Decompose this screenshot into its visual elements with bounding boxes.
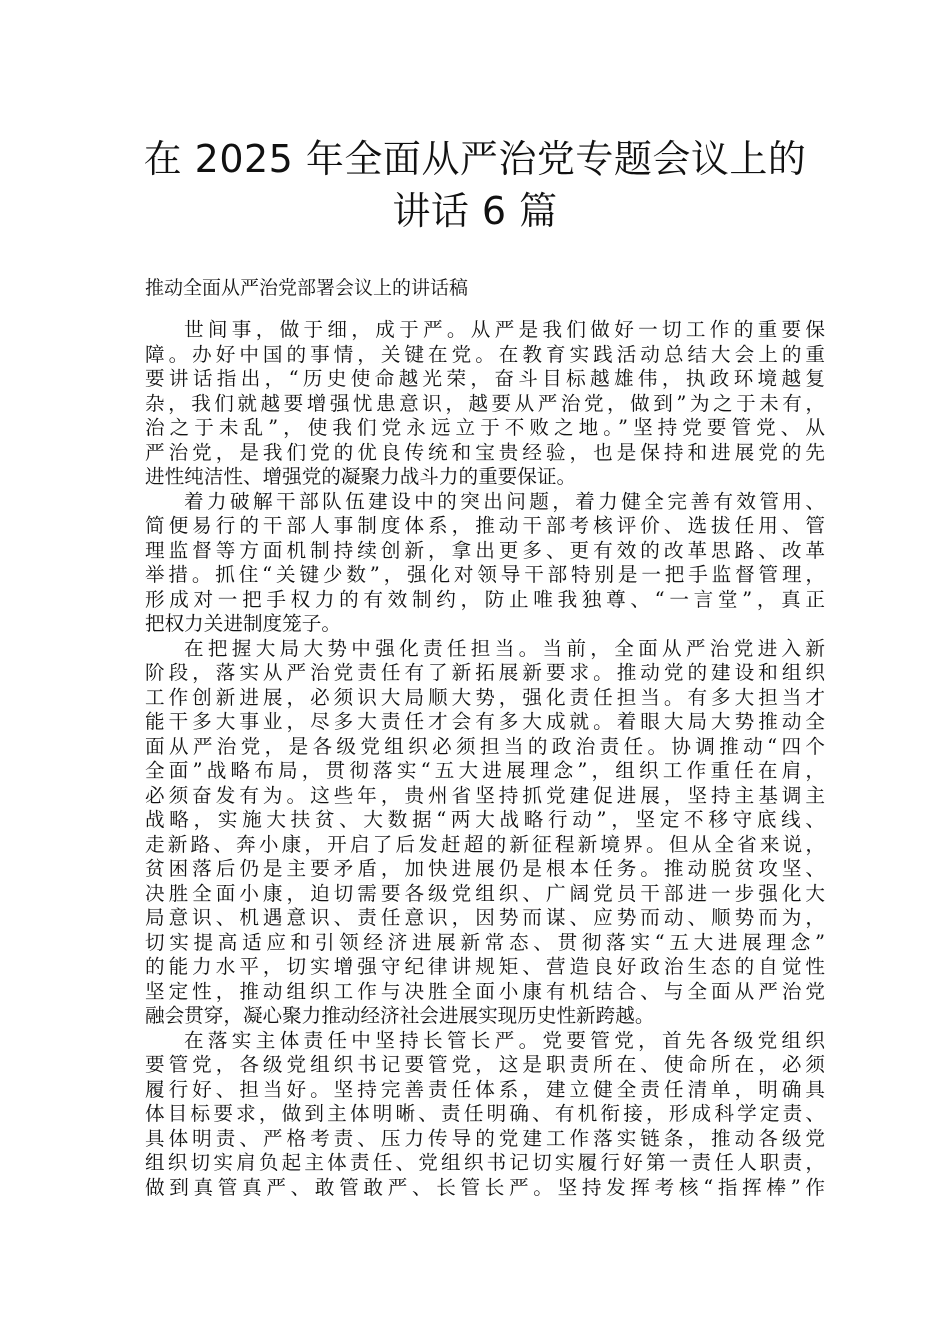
paragraph-line: 切实提高适应和引领经济进展新常态、贯彻落实“五大进展理念” [145, 930, 825, 954]
body-paragraph [145, 318, 825, 490]
paragraph-line: 局意识、机遇意识、责任意识，因势而谋、应势而动、顺势而为， [145, 906, 825, 929]
body-paragraph [145, 490, 825, 637]
paragraph-line: 履行好、担当好。坚持完善责任体系，建立健全责任清单，明确具 [145, 1077, 825, 1101]
document-title-line-1: 在 2025 年全面从严治党专题会议上的 [143, 137, 807, 181]
paragraph-line: 把权力关进制度笼子。 [145, 612, 341, 635]
paragraph-line: 面从严治党，是各级党组织必须担当的政治责任。协调推动“四个 [145, 734, 825, 758]
paragraph-line: 坚定性，推动组织工作与决胜全面小康有机结合、与全面从严治党 [145, 979, 825, 1003]
paragraph-line: 融会贯穿，凝心聚力推动经济社会进展实现历史性新跨越。 [145, 1004, 655, 1027]
paragraph-line: 要管党，各级党组织书记要管党，这是职责所在、使命所在，必须 [145, 1053, 825, 1076]
paragraph-line: 决胜全面小康，迫切需要各级党组织、广阔党员干部进一步强化大 [145, 881, 825, 905]
paragraph-line: 全面”战略布局，贯彻落实“五大进展理念”，组织工作重任在肩， [145, 759, 825, 782]
paragraph-line: 能干多大事业，尽多大责任才会有多大成就。着眼大局大势推动全 [145, 710, 825, 733]
paragraph-line: 世间事，做于细，成于严。从严是我们做好一切工作的重要保 [184, 318, 825, 341]
paragraph-line: 严治党，是我们党的优良传统和宝贵经验，也是保持和进展党的先 [145, 440, 825, 464]
paragraph-line: 做到真管真严、敢管敢严、长管长严。坚持发挥考核“指挥棒”作 [145, 1175, 825, 1199]
paragraph-line: 贫困落后仍是主要矛盾，加快进展仍是根本任务。推动脱贫攻坚、 [145, 857, 825, 880]
paragraph-line: 理监督等方面机制持续创新，拿出更多、更有效的改革思路、改革 [145, 538, 825, 562]
paragraph-line: 的能力水平，切实增强守纪律讲规矩、营造良好政治生态的自觉性 [145, 955, 825, 978]
paragraph-line: 简便易行的干部人事制度体系，推动干部考核评价、选拔任用、管 [145, 514, 825, 537]
paragraph-line: 在把握大局大势中强化责任担当。当前，全面从严治党进入新 [184, 636, 825, 660]
paragraph-line: 组织切实肩负起主体责任、党组织书记切实履行好第一责任人职责， [145, 1151, 825, 1174]
paragraph-line: 障。办好中国的事情，关键在党。在教育实践活动总结大会上的重 [145, 342, 825, 366]
paragraph-line: 治之于未乱”，使我们党永远立于不败之地。”坚持党要管党、从 [145, 416, 825, 439]
paragraph-line: 工作创新进展，必须识大局顺大势，强化责任担当。有多大担当才 [145, 685, 825, 709]
document-subtitle: 推动全面从严治党部署会议上的讲话稿 [145, 277, 469, 299]
paragraph-line: 着力破解干部队伍建设中的突出问题，着力健全完善有效管用、 [184, 489, 825, 513]
paragraph-line: 杂，我们就越要增强忧患意识，越要从严治党，做到”为之于未有， [145, 391, 825, 415]
paragraph-line: 体目标要求，做到主体明晰、责任明确、有机衔接，形成科学定责、 [145, 1102, 825, 1125]
body-paragraph [145, 1029, 825, 1201]
paragraph-line: 战略，实施大扶贫、大数据“两大战略行动”，坚定不移守底线、 [145, 808, 825, 831]
body-paragraph [145, 637, 825, 1029]
document-body [145, 318, 825, 1200]
paragraph-line: 形成对一把手权力的有效制约，防止唯我独尊、“一言堂”，真正 [145, 587, 825, 611]
paragraph-line: 要讲话指出，“历史使命越光荣，奋斗目标越雄伟，执政环境越复 [145, 367, 825, 390]
paragraph-line: 具体明责、严格考责、压力传导的党建工作落实链条，推动各级党 [145, 1126, 825, 1150]
document-title-line-2: 讲话 6 篇 [392, 189, 558, 233]
paragraph-line: 进性纯洁性、增强党的凝聚力战斗力的重要保证。 [145, 465, 577, 488]
paragraph-line: 举措。抓住“关键少数”，强化对领导干部特别是一把手监督管理， [145, 563, 825, 586]
paragraph-line: 必须奋发有为。这些年，贵州省坚持抓党建促进展，坚持主基调主 [145, 783, 825, 807]
paragraph-line: 阶段，落实从严治党责任有了新拓展新要求。推动党的建设和组织 [145, 661, 825, 684]
paragraph-line: 在落实主体责任中坚持长管长严。党要管党，首先各级党组织 [184, 1028, 825, 1052]
paragraph-line: 走新路、奔小康，开启了后发赶超的新征程新境界。但从全省来说， [145, 832, 825, 856]
